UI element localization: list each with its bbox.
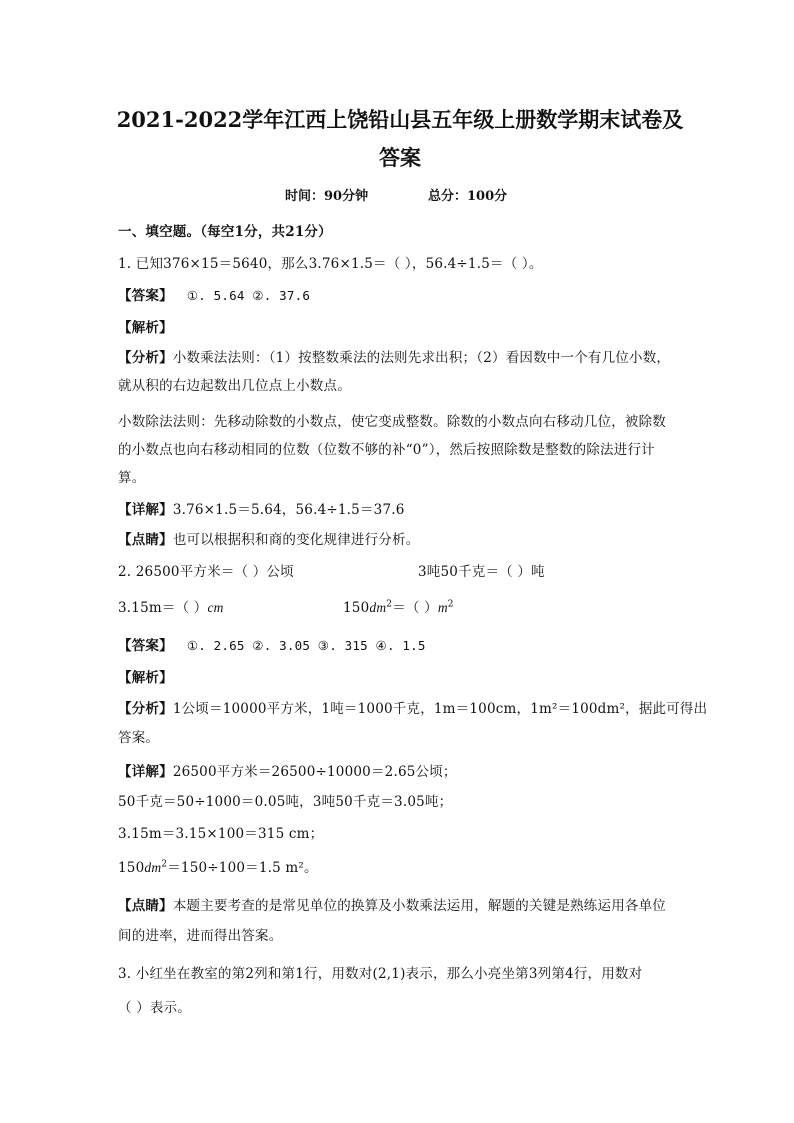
xiangjie-sup: 2 [161,859,168,870]
question-2-xiangjie-line2: 50千克＝50÷1000＝0.05吨，3吨50千克＝3.05吨； [118,794,453,810]
question-2-dianjing-line1 [118,894,666,914]
xiangjie-label: 【详解】 [118,502,173,518]
xiangjie-number: 150 [118,860,145,876]
exam-time: 时间：90分钟 [285,189,369,204]
question-2-fenxi-line2: 答案。 [118,730,160,746]
question-3-line2: （ ）表示。 [118,1000,191,1016]
question-2-item4 [343,596,454,616]
question-2-xiangjie-line3: 3.15m＝3.15×100＝315 cm； [118,826,324,842]
question-2-xiangjie-line4 [118,856,318,876]
fenxi-text: 1公顷＝10000平方米，1吨＝1000千克，1m＝100cm，1m²＝100dm²，据此可得出 [172,701,708,717]
question-1-fenxi-line5: 算。 [118,470,146,486]
xiangjie-text: 26500平方米＝26500÷10000＝2.65公顷； [172,764,457,780]
question-2-fenxi-line1 [118,697,707,717]
item4-number: 150 [343,600,370,616]
question-2-item2: 3吨50千克＝（ ）吨 [418,564,545,580]
question-1-fenxi-line3: 小数除法法则：先移动除数的小数点，使它变成整数。除数的小数点向右移动几位，被除数 [118,414,666,430]
xiangjie-unit: dm [144,860,162,875]
question-2-xiangjie-line1 [118,760,457,780]
question-2-jiexi: 【解析】 [118,670,173,686]
question-2-line2 [118,596,454,616]
question-3-line1: 3. 小红坐在教室的第2列和第1行，用数对(2,1)表示，那么小亮坐第3列第4行，用数对 [118,966,643,982]
dianjing-label: 【点睛】 [118,898,173,914]
question-2-item3: 3.15m＝（ ） [118,600,208,616]
fenxi-text: 小数乘法法则：（1）按整数乘法的法则先求出积；（2）看因数中一个有几位小数， [172,350,671,366]
fenxi-label: 【分析】 [118,701,173,717]
item4-blank: ＝（ ） [392,600,438,616]
question-1-fenxi-line4: 的小数点也向右移动相同的位数（位数不够的补“0”），然后按照除数是整数的除法进行计 [118,442,655,458]
exam-score: 总分：100分 [428,189,508,204]
dianjing-text: 也可以根据积和商的变化规律进行分析。 [172,532,420,548]
question-2-answer [118,634,426,654]
document-title-line2: 答案 [379,145,421,170]
question-2-item3-unit: cm [207,600,224,615]
dianjing-label: 【点睛】 [118,532,173,548]
section-heading: 一、填空题。（每空1分，共21分） [118,224,332,240]
answer-label: 【答案】 [118,288,173,304]
question-1-fenxi-line1 [118,346,670,366]
question-1-xiangjie [118,498,405,518]
fenxi-label: 【分析】 [118,350,173,366]
answer-value: ①. 5.64 ②. 37.6 [186,288,311,303]
question-1-text: 1. 已知376×15＝5640，那么3.76×1.5＝（ ），56.4÷1.5＝（ ）。 [118,256,543,272]
question-2-dianjing-line2: 间的进率，进而得出答案。 [118,928,283,944]
item4-unit: dm [369,600,387,615]
document-title-line1: 2021-2022学年江西上饶铅山县五年级上册数学期末试卷及 [116,107,684,132]
item4-sup2: 2 [447,599,454,610]
answer-value: ①. 2.65 ②. 3.05 ③. 315 ④. 1.5 [186,638,426,653]
question-1-answer [118,284,310,304]
question-2-line1 [118,560,545,580]
question-2-item1: 2. 26500平方米＝（ ）公顷 [118,564,294,580]
item4-unit2: m [437,600,448,615]
xiangjie-text: 3.76×1.5＝5.64，56.4÷1.5＝37.6 [172,502,405,518]
question-1-dianjing [118,528,419,548]
xiangjie-rest: ＝150÷100＝1.5 m²。 [167,860,318,876]
item4-sup: 2 [386,599,393,610]
answer-label: 【答案】 [118,638,173,654]
question-1-fenxi-line2: 就从积的右边起数出几位点上小数点。 [118,378,351,394]
dianjing-text: 本题主要考查的是常见单位的换算及小数乘法运用，解题的关键是熟练运用各单位 [172,898,667,914]
xiangjie-label: 【详解】 [118,764,173,780]
question-1-jiexi: 【解析】 [118,320,173,336]
